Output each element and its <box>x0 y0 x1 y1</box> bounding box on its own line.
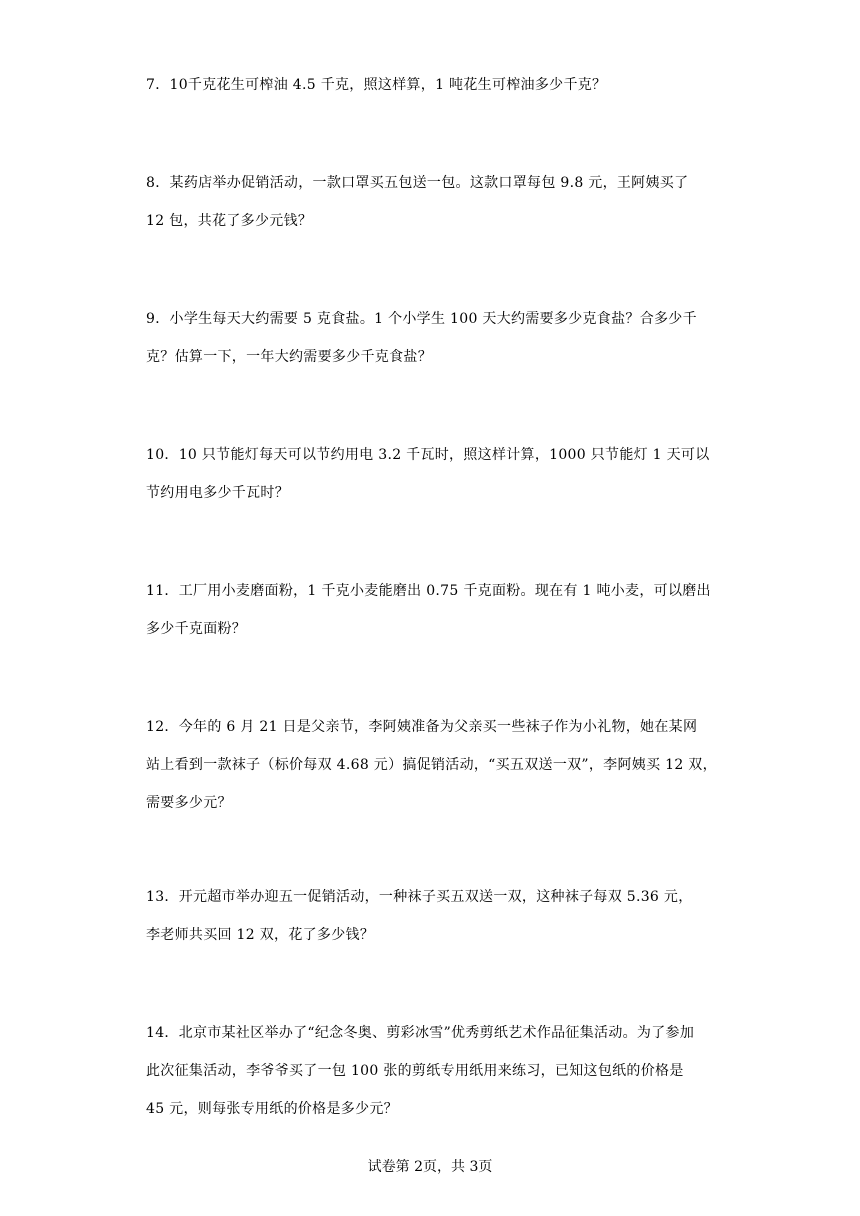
question-12 <box>146 708 726 822</box>
question-number: 14． <box>146 1025 179 1041</box>
question-line: 8．某药店举办促销活动，一款口罩买五包送一包。这款口罩每包 9.8 元，王阿姨买了 <box>146 175 689 191</box>
question-line: 7．10千克花生可榨油 4.5 千克，照这样算，1 吨花生可榨油多少千克？ <box>146 77 607 93</box>
question-line: 此次征集活动，李爷爷买了一包 100 张的剪纸专用纸用来练习，已知这包纸的价格是 <box>146 1063 684 1079</box>
page-number-label: 试卷第 2页，共 3页 <box>367 1159 493 1175</box>
question-line: 11．工厂用小麦磨面粉，1 千克小麦能磨出 0.75 千克面粉。现在有 1 吨小麦，可以磨出 <box>146 583 711 599</box>
question-line: 10．10 只节能灯每天可以节约用电 3.2 千瓦时，照这样计算，1000 只节能灯 1 天可以 <box>146 447 710 463</box>
question-line: 14．北京市某社区举办了“纪念冬奥、剪彩冰雪”优秀剪纸艺术作品征集活动。为了参加 <box>146 1025 695 1041</box>
question-number: 7． <box>146 77 170 93</box>
question-number: 8． <box>146 175 170 191</box>
question-7 <box>146 66 726 104</box>
question-line: 李老师共买回 12 双，花了多少钱？ <box>146 927 375 943</box>
question-9 <box>146 300 726 376</box>
question-number: 9． <box>146 311 170 327</box>
question-line: 节约用电多少千瓦时？ <box>146 485 289 501</box>
question-line: 12 包，共花了多少元钱？ <box>146 213 313 229</box>
question-11 <box>146 572 726 648</box>
question-number: 11． <box>146 583 179 599</box>
question-number: 12． <box>146 719 179 735</box>
question-8 <box>146 164 726 240</box>
page-footer <box>0 1157 860 1177</box>
question-10 <box>146 436 726 512</box>
question-line: 12．今年的 6 月 21 日是父亲节，李阿姨准备为父亲买一些袜子作为小礼物，她在某网 <box>146 719 698 735</box>
question-line: 45 元，则每张专用纸的价格是多少元？ <box>146 1101 398 1117</box>
question-line: 9．小学生每天大约需要 5 克食盐。1 个小学生 100 天大约需要多少克食盐？合多少千 <box>146 311 697 327</box>
question-14 <box>146 1014 726 1128</box>
question-13 <box>146 878 726 954</box>
question-line: 13．开元超市举办迎五一促销活动，一种袜子买五双送一双，这种袜子每双 5.36 元， <box>146 889 693 905</box>
question-line: 克？估算一下，一年大约需要多少千克食盐？ <box>146 349 432 365</box>
question-line: 多少千克面粉？ <box>146 621 247 637</box>
question-line: 需要多少元？ <box>146 795 232 811</box>
question-number: 10． <box>146 447 179 463</box>
question-number: 13． <box>146 889 179 905</box>
question-line: 站上看到一款袜子（标价每双 4.68 元）搞促销活动，“买五双送一双”，李阿姨买 12 双， <box>146 757 717 773</box>
